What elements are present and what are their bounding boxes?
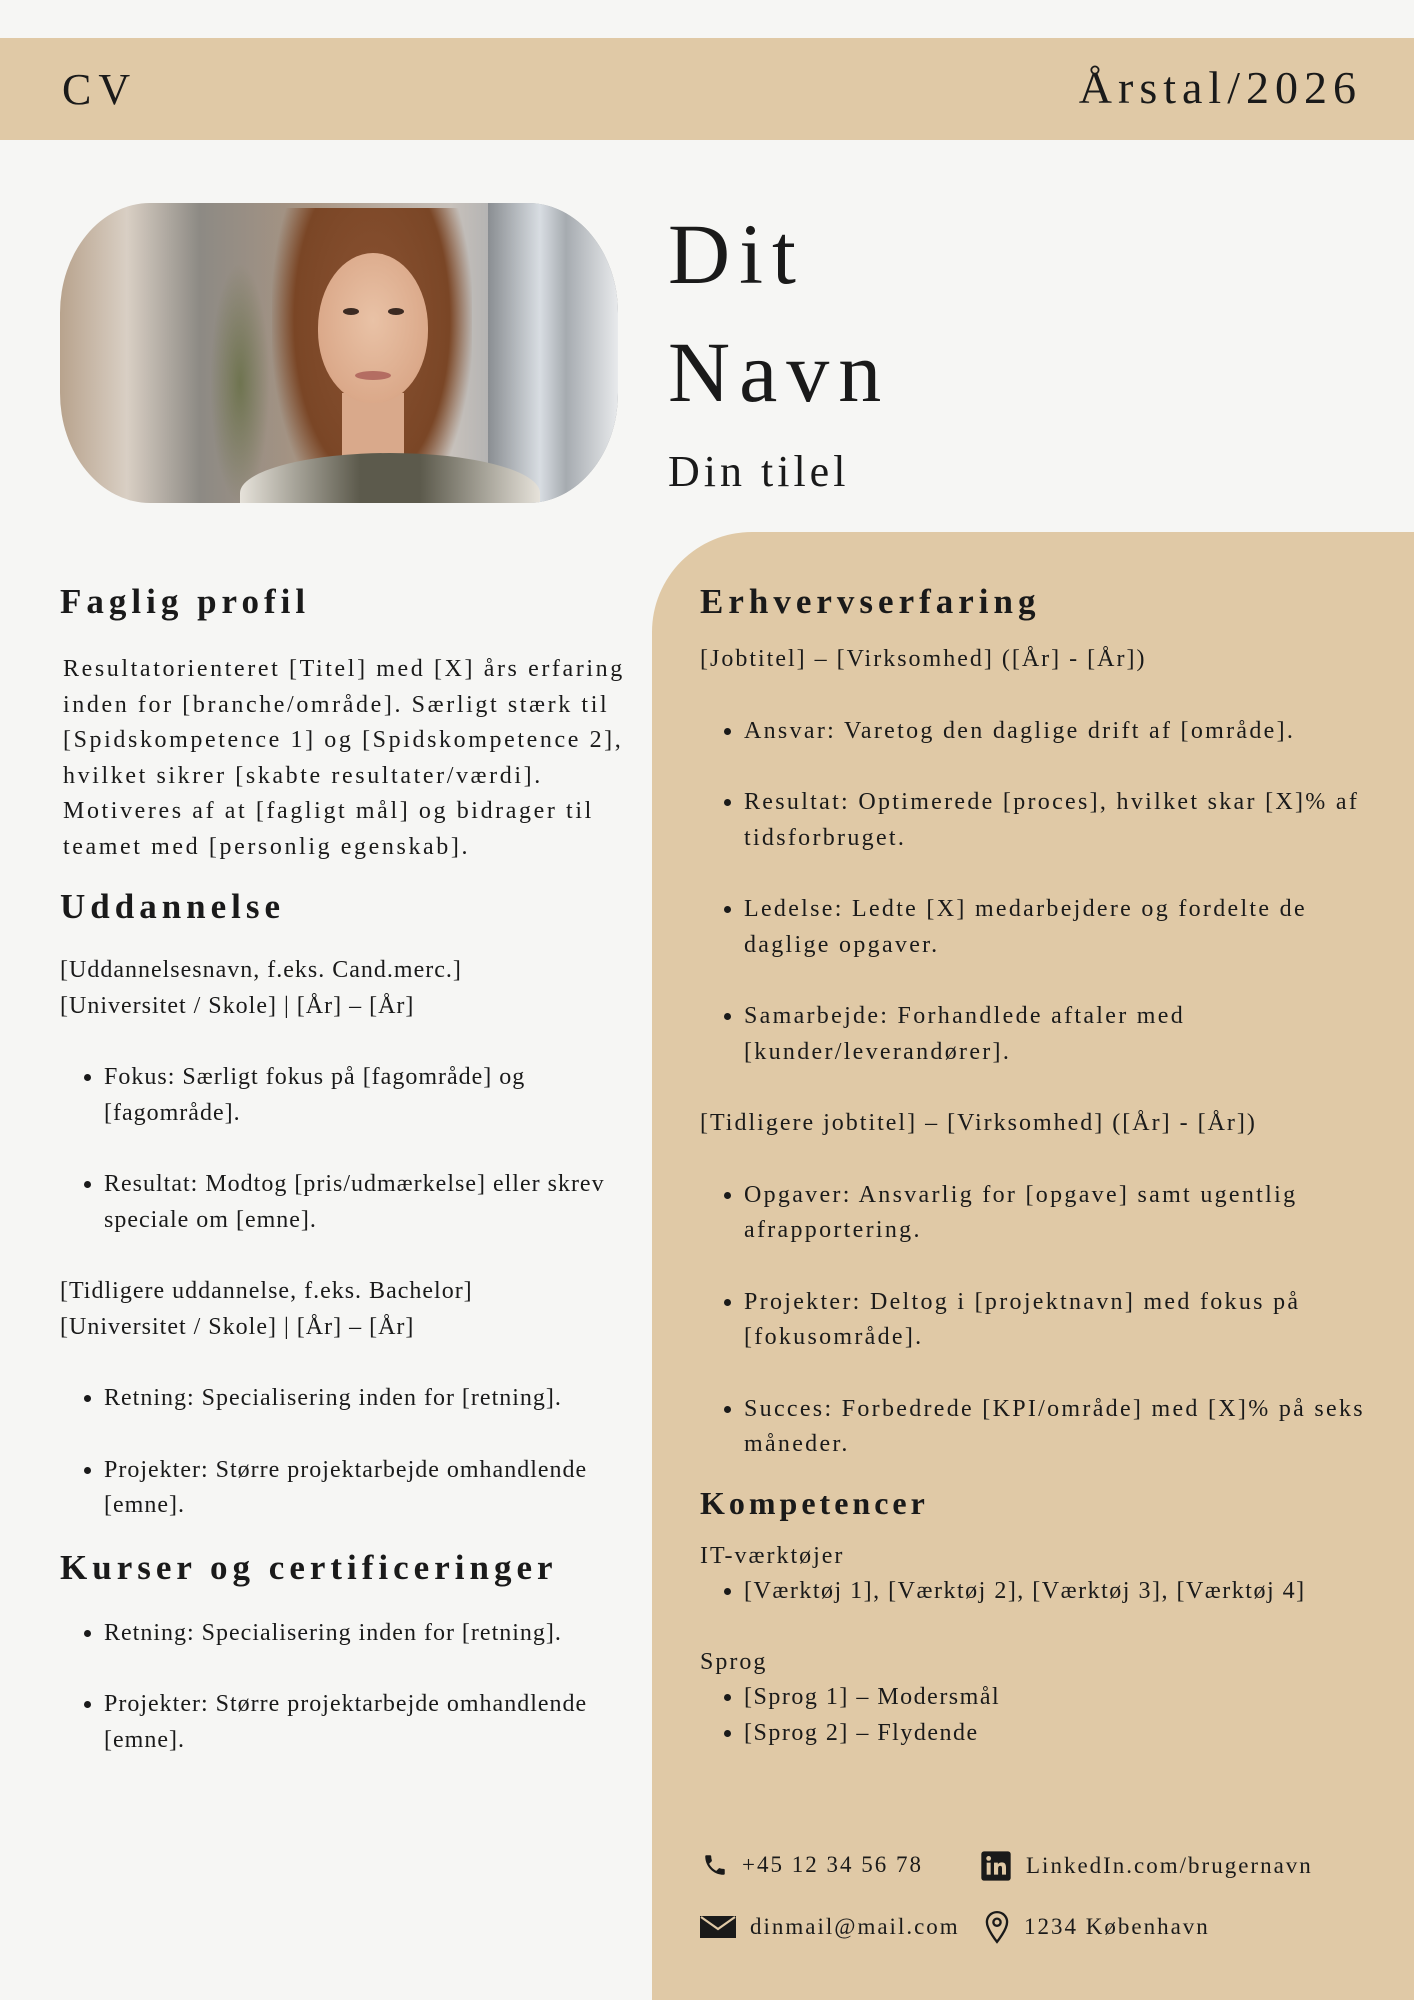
year-label: Årstal/2026 bbox=[1078, 62, 1362, 113]
right-column bbox=[700, 580, 1390, 1751]
list-item: • Ledelse: Ledte [X] medarbejdere og fordelte de daglige opgaver. bbox=[744, 892, 1390, 963]
contact-email bbox=[700, 1912, 960, 1942]
list-item: • Projekter: Større projektarbejde omhandlende [emne]. bbox=[104, 1453, 630, 1524]
location-text: 1234 København bbox=[1024, 1914, 1210, 1939]
list-item: • Opgaver: Ansvarlig for [opgave] samt ugentlig afrapportering. bbox=[744, 1178, 1390, 1249]
contact-location bbox=[984, 1910, 1210, 1944]
phone-icon bbox=[702, 1851, 728, 1879]
list-item: • Samarbejde: Forhandlede aftaler med [kunder/leverandører]. bbox=[744, 999, 1390, 1070]
profile-photo bbox=[60, 203, 618, 503]
location-pin-icon bbox=[984, 1910, 1010, 1944]
list-item: • Resultat: Modtog [pris/udmærkelse] eller skrev speciale om [emne]. bbox=[104, 1167, 630, 1238]
education-heading: Uddannelse bbox=[60, 887, 286, 926]
it-tools-label: IT-værktøjer bbox=[700, 1542, 845, 1569]
job-title: [Tidligere jobtitel] – [Virksomhed] ([År] - [År]) bbox=[700, 1110, 1257, 1136]
education-school: [Universitet / Skole] | [År] – [År] bbox=[60, 1313, 415, 1340]
list-item: • Retning: Specialisering inden for [retning]. bbox=[104, 1616, 630, 1652]
list-item: • Fokus: Særligt fokus på [fagområde] og [fagområde]. bbox=[104, 1060, 630, 1131]
list-item: • Projekter: Større projektarbejde omhandlende [emne]. bbox=[104, 1687, 630, 1758]
education-degree: [Uddannelsesnavn, f.eks. Cand.merc.] bbox=[60, 957, 462, 983]
language-label: Sprog bbox=[700, 1648, 768, 1675]
person-title: Din tilel bbox=[668, 447, 850, 496]
list-item: • [Sprog 1] – Modersmål bbox=[744, 1680, 1390, 1716]
mail-icon bbox=[700, 1914, 736, 1940]
phone-text: +45 12 34 56 78 bbox=[742, 1852, 923, 1877]
list-item: • Retning: Specialisering inden for [retning]. bbox=[104, 1381, 630, 1417]
linkedin-icon bbox=[980, 1850, 1012, 1882]
courses-heading: Kurser og certificeringer bbox=[60, 1547, 558, 1587]
list-item: • Projekter: Deltog i [projektnavn] med fokus på [fokusområde]. bbox=[744, 1285, 1390, 1356]
education-school: [Universitet / Skole] | [År] – [År] bbox=[60, 992, 415, 1019]
list-item: • Resultat: Optimerede [proces], hvilket skar [X]% af tidsforbruget. bbox=[744, 785, 1390, 856]
name-line-2: Navn bbox=[668, 324, 891, 420]
linkedin-text: LinkedIn.com/brugernavn bbox=[1026, 1853, 1313, 1878]
cv-label: CV bbox=[62, 65, 138, 114]
education-entry bbox=[60, 1274, 630, 1524]
contact-phone bbox=[702, 1850, 923, 1880]
name-line-1: Dit bbox=[668, 206, 805, 302]
list-item: • Ansvar: Varetog den daglige drift af [område]. bbox=[744, 714, 1390, 750]
contact-linkedin bbox=[980, 1850, 1313, 1882]
list-item: • [Sprog 2] – Flydende bbox=[744, 1716, 1390, 1752]
header-bar bbox=[0, 38, 1414, 140]
email-text: dinmail@mail.com bbox=[750, 1914, 960, 1939]
person-name bbox=[668, 195, 890, 431]
education-degree: [Tidligere uddannelse, f.eks. Bachelor] bbox=[60, 1278, 473, 1304]
left-column bbox=[60, 580, 630, 1758]
education-entry bbox=[60, 953, 630, 1238]
job-title: [Jobtitel] – [Virksomhed] ([År] - [År]) bbox=[700, 646, 1147, 672]
list-item: • Succes: Forbedrede [KPI/område] med [X]% på seks måneder. bbox=[744, 1392, 1390, 1463]
skills-heading: Kompetencer bbox=[700, 1484, 929, 1521]
profile-heading: Faglig profil bbox=[60, 582, 311, 621]
experience-heading: Erhvervserfaring bbox=[700, 582, 1041, 621]
list-item: • [Værktøj 1], [Værktøj 2], [Værktøj 3], [Værktøj 4] bbox=[744, 1574, 1390, 1610]
profile-text: Resultatorienteret [Titel] med [X] års erfaring inden for [branche/område]. Særligt stærk til [Spidskompetence 1] og [Spidskompetence 2], hvilket sikrer [skabte resultater/værdi]. Motiveres af at [fagligt mål] og bidrager til teamet med [personlig egenskab]. bbox=[63, 656, 625, 860]
